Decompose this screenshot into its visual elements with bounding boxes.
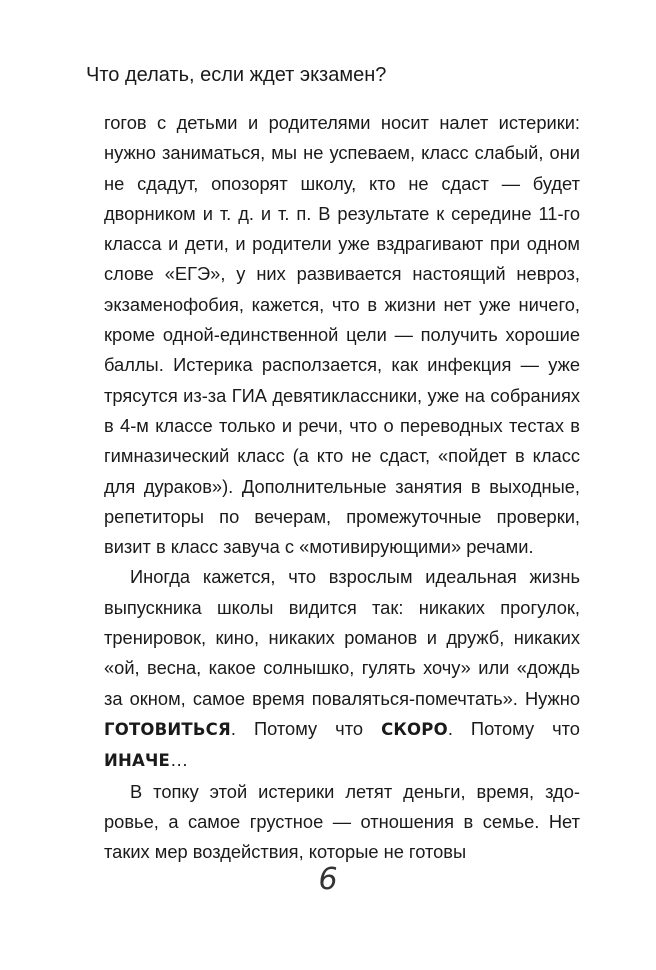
emphasis-prepare: ГОТОВИТЬСЯ [104, 719, 231, 739]
paragraph-2-text-2: . Потому что [230, 717, 382, 739]
emphasis-soon: СКОРО [381, 719, 448, 739]
emphasis-otherwise: ИНАЧЕ [104, 751, 170, 771]
paragraph-2-text-1: Иногда кажется, что взрослым идеальная жизнь выпускника школы видится так: никаких прогулок, тренировок, кино, никаких романов и дружб, никаких «ой, весна, какое солнышко, гулять хочу» или «дождь за окном, самое время поваляться-помечтать». Нужно [104, 566, 580, 709]
paragraph-2-text-4: … [170, 749, 189, 771]
body-text [104, 108, 580, 867]
paragraph-3: В топку этой истерики летят деньги, время, здоровье, а самое грустное — отношения в семье. Нет таких мер воздействия, которые не готовы [104, 780, 580, 863]
running-header: Что делать, если ждет экзамен? [86, 64, 387, 86]
paragraph-2-text-3: . Потому что [447, 717, 580, 739]
page-number: 6 [318, 862, 338, 897]
paragraph-2 [104, 562, 580, 776]
paragraph-1: гогов с детьми и родителями носит налет истерики: нужно заниматься, мы не успеваем, класс слабый, они не сдадут, опозорят школу, кто не сдаст — будет дворником и т. д. и т. п. В результате к середине 11-го класса и дети, и родители уже вздрагивают при одном слове «ЕГЭ», у них развивается настоящий невроз, экзаменофобия, кажется, что в жизни нет уже ничего, кроме одной-единственной цели — получить хорошие баллы. Истерика расползается, как инфекция — уже трясутся из-за ГИА девятиклассники, уже на собраниях в 4-м классе только и речи, что о переводных тестах в гимназический класс (а кто не сдаст, «пойдет в класс для дураков»). Дополнительные занятия в выходные, репетиторы по вечерам, промежуточные проверки, визит в класс завуча с «мотивирующими» речами. [104, 112, 580, 558]
